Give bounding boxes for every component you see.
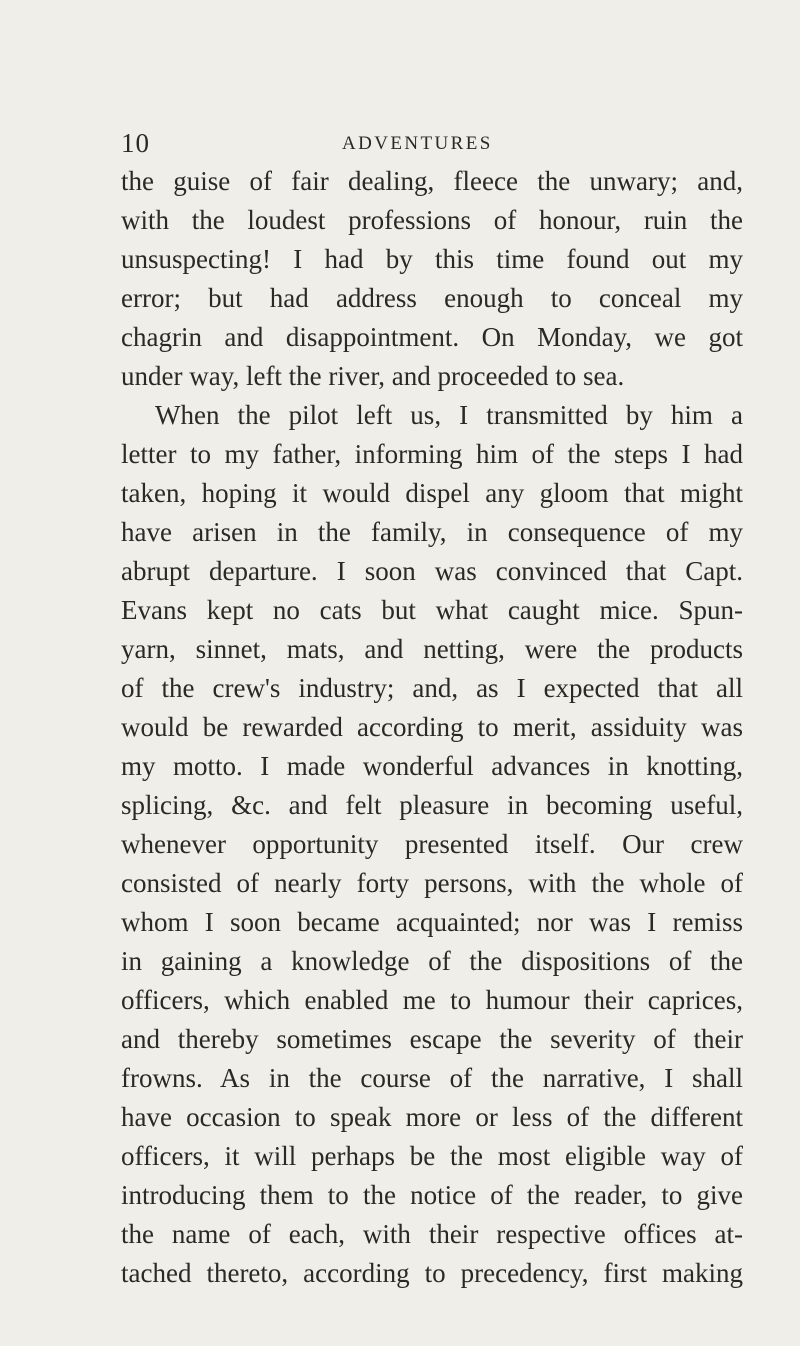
- text-line: taken, hoping it would dispel any gloom that might: [121, 478, 743, 508]
- text-line: consisted of nearly forty persons, with the whole of: [121, 868, 743, 898]
- text-line: my motto. I made wonderful advances in knotting,: [121, 751, 743, 781]
- text-line: officers, which enabled me to humour their caprices,: [121, 985, 743, 1015]
- text-line: whom I soon became acquainted; nor was I remiss: [121, 907, 743, 937]
- text-line: whenever opportunity presented itself. Our crew: [121, 829, 743, 859]
- body-text: [121, 162, 743, 1293]
- text-line: error; but had address enough to conceal my: [121, 283, 743, 313]
- text-line: chagrin and disappointment. On Monday, we got: [121, 322, 743, 352]
- text-line: have arisen in the family, in consequence of my: [121, 517, 743, 547]
- text-line: letter to my father, informing him of the steps I had: [121, 439, 743, 469]
- text-line: of the crew's industry; and, as I expected that all: [121, 673, 743, 703]
- text-line: would be rewarded according to merit, assiduity was: [121, 712, 743, 742]
- text-line: with the loudest professions of honour, ruin the: [121, 205, 743, 235]
- text-line: tached thereto, according to precedency, first making: [121, 1258, 743, 1288]
- page-number: 10: [121, 128, 150, 158]
- text-line: in gaining a knowledge of the dispositions of the: [121, 946, 743, 976]
- text-line: under way, left the river, and proceeded to sea.: [121, 361, 625, 391]
- text-line: frowns. As in the course of the narrative, I shall: [121, 1063, 743, 1093]
- running-head: ADVENTURES: [342, 133, 493, 154]
- text-line: Evans kept no cats but what caught mice. Spun-: [121, 595, 743, 625]
- text-line: have occasion to speak more or less of the different: [121, 1102, 743, 1132]
- text-line: yarn, sinnet, mats, and netting, were the products: [121, 634, 743, 664]
- text-line: the name of each, with their respective offices at-: [121, 1219, 743, 1249]
- text-line: officers, it will perhaps be the most eligible way of: [121, 1141, 743, 1171]
- text-line: abrupt departure. I soon was convinced that Capt.: [121, 556, 743, 586]
- text-line: splicing, &c. and felt pleasure in becoming useful,: [121, 790, 743, 820]
- text-line: the guise of fair dealing, fleece the unwary; and,: [121, 166, 743, 196]
- text-line: unsuspecting! I had by this time found out my: [121, 244, 743, 274]
- text-line: When the pilot left us, I transmitted by him a: [155, 400, 743, 430]
- text-line: and thereby sometimes escape the severity of their: [121, 1024, 743, 1054]
- text-line: introducing them to the notice of the reader, to give: [121, 1180, 743, 1210]
